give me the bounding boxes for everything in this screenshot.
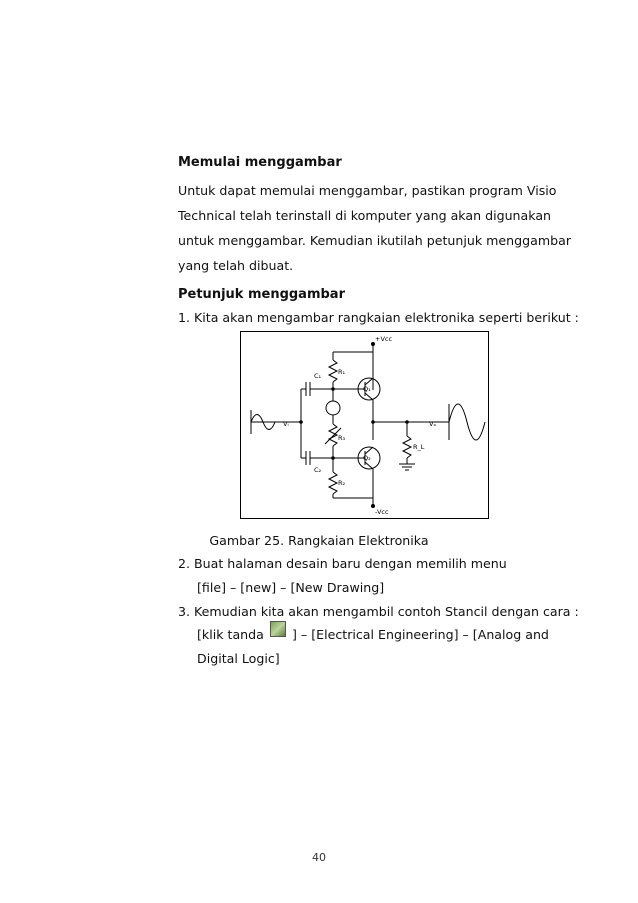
r3-resistor bbox=[329, 424, 337, 446]
q1-collector bbox=[365, 378, 373, 385]
label-vi: Vᵢ bbox=[283, 420, 289, 428]
step-1: 1. Kita akan mengambar rangkaian elektronika seperti berikut : bbox=[178, 310, 579, 325]
r1-resistor bbox=[329, 360, 337, 382]
q2-emitter bbox=[365, 447, 373, 454]
circuit-figure bbox=[240, 331, 489, 519]
stencil-icon[interactable] bbox=[270, 621, 286, 637]
figure-caption: Gambar 25. Rangkaian Elektronika bbox=[209, 533, 429, 548]
step-2-line-2: [file] – [new] – [New Drawing] bbox=[197, 580, 385, 595]
rl-resistor bbox=[403, 436, 411, 458]
label-c2: C₂ bbox=[314, 466, 322, 474]
step-3-line-1: 3. Kemudian kita akan mengambil contoh Stancil dengan cara : bbox=[178, 604, 579, 619]
q1-emitter bbox=[365, 393, 373, 400]
step-3-line-3: Digital Logic] bbox=[197, 651, 280, 666]
circuit-diagram bbox=[241, 332, 488, 518]
para-line-2: Technical telah terinstall di komputer yang akan digunakan bbox=[178, 208, 552, 223]
label-r2: R₂ bbox=[338, 479, 346, 487]
heading-memulai: Memulai menggambar bbox=[178, 155, 342, 170]
label-q1: Q₁ bbox=[363, 385, 371, 393]
page-number: 40 bbox=[312, 851, 326, 864]
para-line-4: yang telah dibuat. bbox=[178, 258, 294, 273]
label-r1: R₁ bbox=[338, 368, 346, 376]
output-sine-wave bbox=[449, 404, 485, 440]
label-vcc: +Vcc bbox=[375, 335, 393, 343]
label-r3: R₃ bbox=[338, 434, 346, 442]
para-line-1: Untuk dapat memulai menggambar, pastikan program Visio bbox=[178, 183, 557, 198]
step-3-line-2b: ] – [Electrical Engineering] – [Analog and bbox=[292, 627, 549, 642]
step-2-line-1: 2. Buat halaman desain baru dengan memilih menu bbox=[178, 556, 507, 571]
step-3-line-2a: [klik tanda bbox=[197, 627, 264, 642]
label-vo: Vₒ bbox=[429, 420, 437, 428]
bias-element bbox=[326, 401, 340, 415]
label-vee: -Vcc bbox=[375, 508, 389, 516]
heading-petunjuk: Petunjuk menggambar bbox=[178, 287, 345, 302]
r2-resistor bbox=[329, 472, 337, 494]
para-line-3: untuk menggambar. Kemudian ikutilah petunjuk menggambar bbox=[178, 233, 572, 248]
label-q2: Q₂ bbox=[363, 454, 371, 462]
q2-collector bbox=[365, 462, 373, 469]
label-c1: C₁ bbox=[314, 372, 322, 380]
label-rl: R_L bbox=[413, 443, 425, 451]
intro-paragraph bbox=[178, 183, 572, 283]
